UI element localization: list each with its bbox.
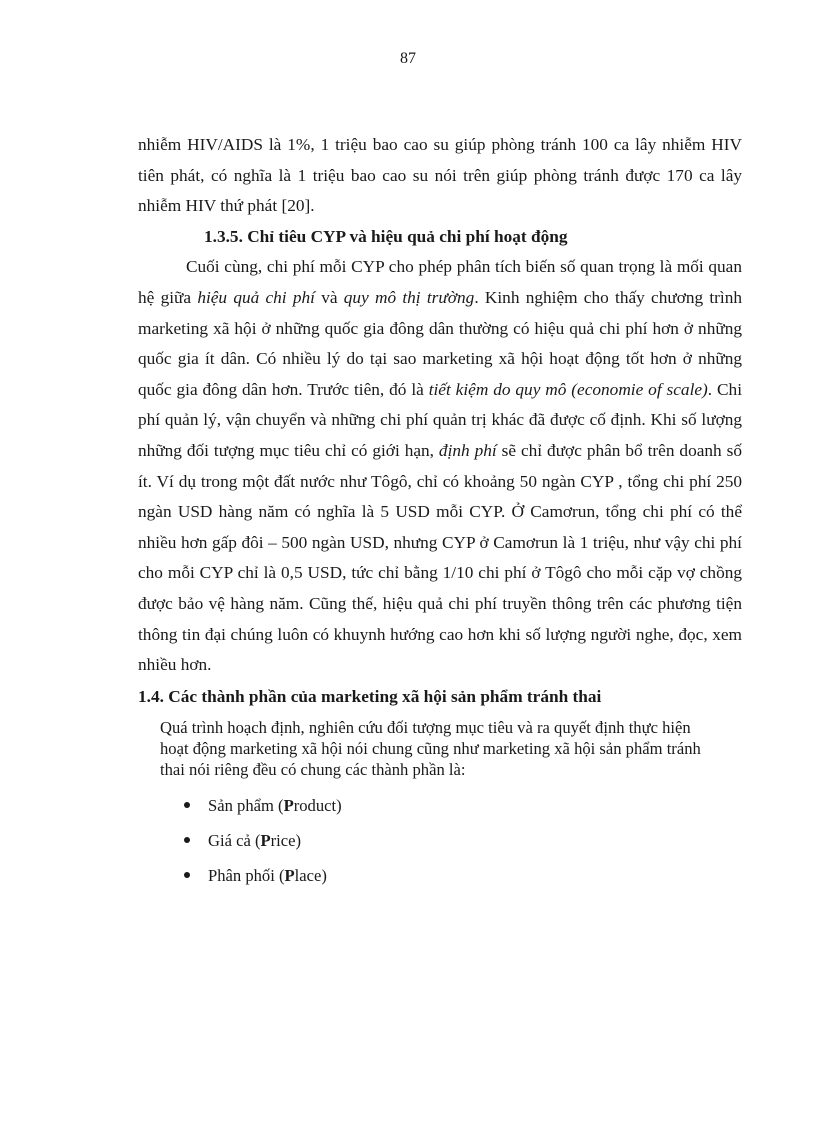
document-body [138,130,742,893]
text-run: . Kinh nghiệm cho thấy chương trình marketing xã hội ở những quốc gia đông dân thường có hiệu quả chi phí hơn ở những quốc gia ít dân. Có nhiều lý do tại sao marketing xã hội hoạt động tốt hơn ở những quốc gia đông dân hơn. Trước tiên, đó là [138,287,743,399]
italic-term-cost-effectiveness: hiệu quả chi phí [197,287,315,307]
list-item-label-rest: lace) [294,865,327,885]
components-bullet-list [138,788,742,893]
list-item-text [208,788,342,823]
paragraph-cyp-cost-effectiveness [138,252,742,680]
bullet-icon [184,872,190,878]
page-number: 87 [400,50,416,67]
list-item-bold-letter: P [260,830,271,850]
bullet-icon [184,802,190,808]
list-item-price [184,823,742,858]
list-item-label-rest: roduct) [293,795,342,815]
bullet-icon [184,837,190,843]
list-item-bold-letter: P [283,795,294,815]
italic-term-market-scale: quy mô thị trường [343,287,475,307]
list-item-text [208,823,301,858]
italic-term-fixed-cost: định phí [438,440,497,460]
text-run: . Chi phí quản lý, vận chuyển và những chi phí quản trị khác đã được cố định. Khi số lượng những đối tượng mục tiêu chỉ có giới hạn, [138,379,742,460]
paragraph-hiv-continuation: nhiễm HIV/AIDS là 1%, 1 triệu bao cao su giúp phòng tránh 100 ca lây nhiễm HIV tiên phát, có nghĩa là 1 triệu bao cao su nói trên giúp phòng tránh được 170 ca lây nhiễm HIV thứ phát [20]. [138,135,742,216]
list-item-label: Phân phối ( [208,865,285,885]
list-item-label: Giá cả ( [208,830,261,850]
section-heading-1-3-5: 1.3.5. Chỉ tiêu CYP và hiệu quả chi phí hoạt động [204,226,568,246]
list-item-label-rest: rice) [270,830,302,850]
list-item-product [184,788,742,823]
list-item-place [184,858,742,893]
text-run: sẽ chỉ được phân bổ trên doanh số ít. Ví dụ trong một đất nước như Tôgô, chỉ có khoảng 50 ngàn CYP , tổng chi phí 250 ngàn USD hàng năm có nghĩa là 5 USD mỗi CYP. Ở Camơrun, tổng chi phí có thể nhiều hơn gấp đôi – 500 ngàn USD, nhưng CYP ở Camơrun là 1 triệu, như vậy chi phí cho mỗi CYP chỉ là 0,5 USD, tức chỉ bằng 1/10 chi phí ở Tôgô cho mỗi cặp vợ chồng được bảo vệ hàng năm. Cũng thế, hiệu quả chi phí truyền thông trên các phương tiện thông tin đại chúng luôn có khuynh hướng cao hơn khi số lượng người nghe, đọc, xem nhiều hơn. [138,440,742,675]
section-heading-1-4: 1.4. Các thành phần của marketing xã hội sản phẩm tránh thai [138,686,602,706]
text-run: Cuối cùng, chi phí mỗi CYP cho phép phân tích biến số quan trọng là mối quan hệ giữa [138,257,742,307]
list-item-label: Sản phẩm ( [208,795,284,815]
list-item-text [208,858,327,893]
list-item-bold-letter: P [284,865,295,885]
text-run: và [314,287,344,307]
italic-term-economies-of-scale: tiết kiệm do quy mô (economie of scale) [428,379,708,399]
components-intro-paragraph: Quá trình hoạch định, nghiên cứu đối tượng mục tiêu và ra quyết định thực hiện hoạt động marketing xã hội nói chung cũng như marketing xã hội sản phẩm tránh thai nói riêng đều có chung các thành phần là: [160,717,701,779]
